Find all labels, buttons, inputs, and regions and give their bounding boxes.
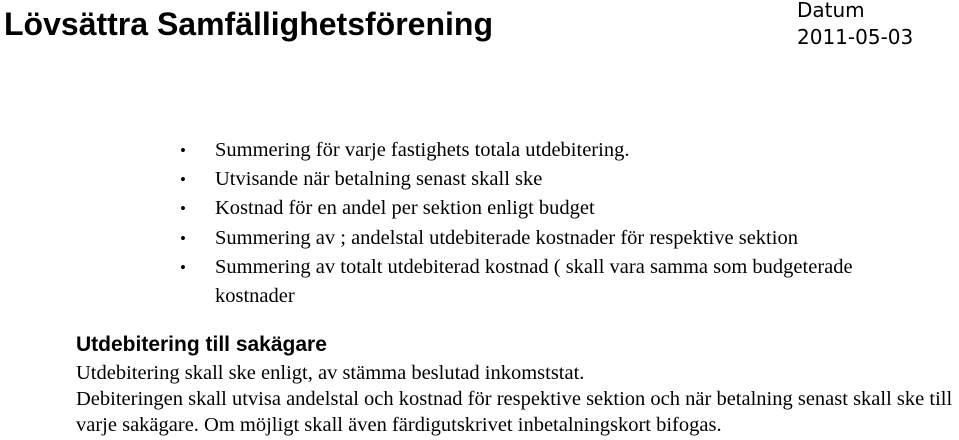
bullet-item <box>177 165 937 194</box>
bullet-text: Kostnad för en andel per sektion enligt budget <box>215 197 595 220</box>
date-value: 2011-05-03 <box>797 25 914 49</box>
document-title: Lövsättra Samfällighetsförening <box>4 6 493 42</box>
bullet-item <box>177 136 937 165</box>
bullet-text: Summering av totalt utdebiterad kostnad ( skall vara samma som budgeterade kostnader <box>215 255 853 308</box>
bullet-icon: • <box>180 170 186 190</box>
bullet-item <box>177 253 937 311</box>
bullet-item <box>177 224 937 253</box>
bullet-icon: • <box>180 199 186 219</box>
bullet-icon: • <box>180 228 186 248</box>
bullet-item <box>177 194 937 223</box>
section-paragraph: Utdebitering skall ske enligt, av stämma beslutad inkomststat. <box>76 362 585 384</box>
bullet-icon: • <box>180 141 186 160</box>
bullet-text: Summering för varje fastighets totala utdebitering. <box>215 139 630 161</box>
section-heading: Utdebitering till sakägare <box>76 333 327 356</box>
bullet-text: Summering av ; andelstal utdebiterade kostnader för respektive sektion <box>215 226 798 249</box>
date-label: Datum <box>797 0 865 22</box>
bullet-icon: • <box>180 257 186 277</box>
bullet-text: Utvisande när betalning senast skall ske <box>215 168 543 191</box>
section-paragraph: Debiteringen skall utvisa andelstal och kostnad för respektive sektion och när betalning senast skall ske till varje sakägare. Om möjligt skall även färdigutskrivet inbetalningskort bifogas. <box>76 388 953 436</box>
summary-bullet-list <box>177 136 937 311</box>
